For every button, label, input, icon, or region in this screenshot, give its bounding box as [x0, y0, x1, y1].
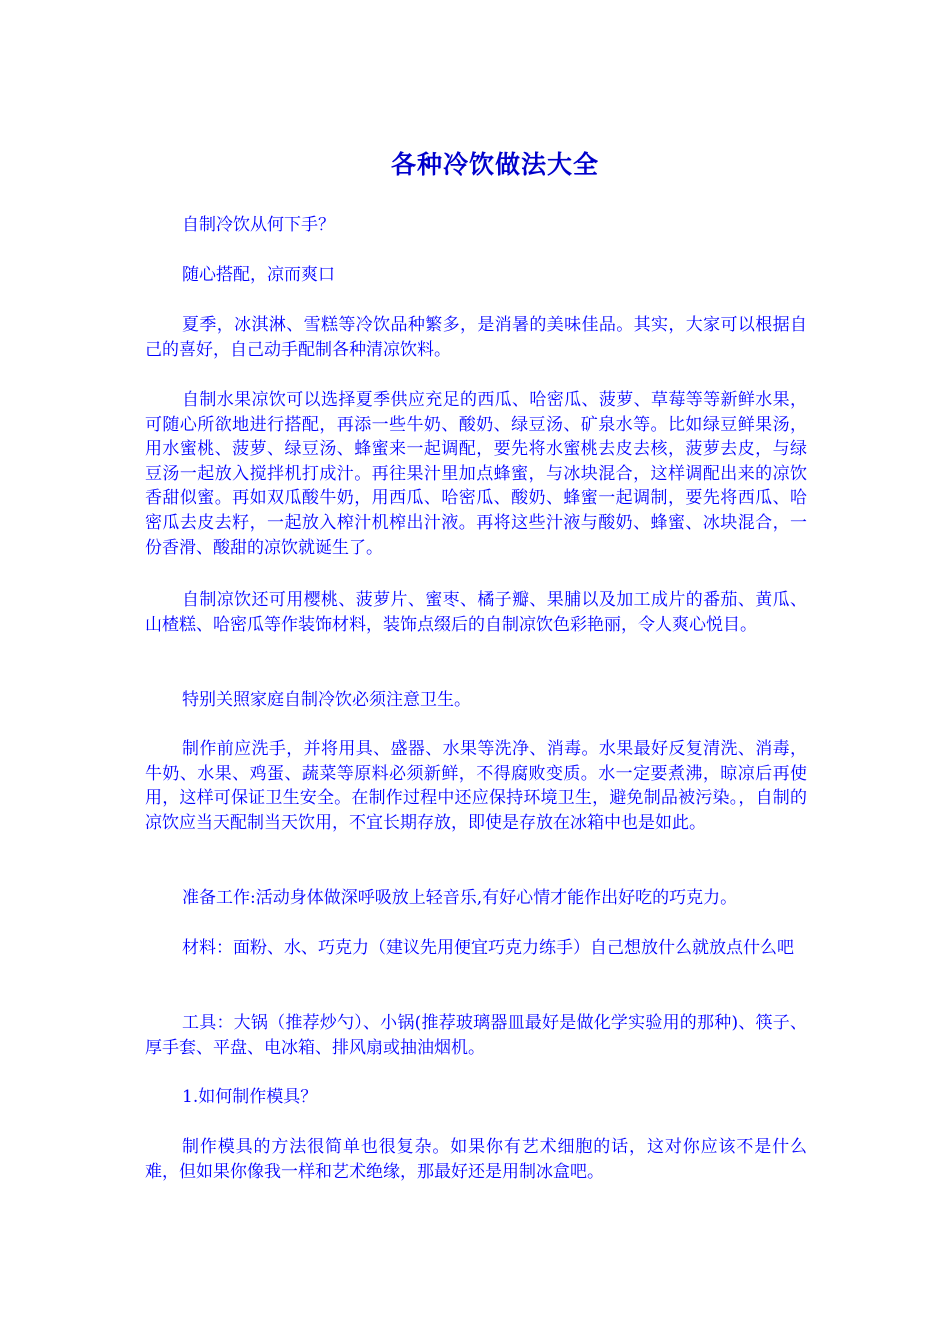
paragraph-9: 材料：面粉、水、巧克力（建议先用便宜巧克力练手）自己想放什么就放点什么吧: [182, 938, 794, 958]
paragraph-6: 特别关照家庭自制冷饮必须注意卫生。: [182, 690, 471, 710]
paragraph-8: 准备工作:活动身体做深呼吸放上轻音乐,有好心情才能作出好吃的巧克力。: [182, 888, 738, 908]
paragraph-7: 制作前应洗手，并将用具、盛器、水果等洗净、消毒。水果最好反复清洗、消毒，牛奶、水果、鸡蛋、蔬菜等原料必须新鲜，不得腐败变质。水一定要煮沸，晾凉后再使用，这样可保证卫生安全。在制作过程中还应保持环境卫生，避免制品被污染。，自制的凉饮应当天配制当天饮用，不宜长期存放，即使是存放在冰箱中也是如此。: [145, 739, 807, 833]
paragraph-5: 自制凉饮还可用樱桃、菠萝片、蜜枣、橘子瓣、果脯以及加工成片的番茄、黄瓜、山楂糕、哈密瓜等作装饰材料，装饰点缀后的自制凉饮色彩艳丽，令人爽心悦目。: [145, 590, 807, 635]
document-title: 各种冷饮做法大全: [390, 150, 599, 179]
paragraph-12: 制作模具的方法很简单也很复杂。如果你有艺术细胞的话，这对你应该不是什么难，但如果你像我一样和艺术绝缘，那最好还是用制冰盒吧。: [145, 1137, 807, 1182]
paragraph-1: 自制冷饮从何下手？: [182, 215, 335, 235]
paragraph-3: 夏季，冰淇淋、雪糕等冷饮品种繁多，是消暑的美味佳品。其实，大家可以根据自己的喜好，自己动手配制各种清凉饮料。: [145, 315, 807, 360]
paragraph-4: 自制水果凉饮可以选择夏季供应充足的西瓜、哈密瓜、菠萝、草莓等等新鲜水果，可随心所欲地进行搭配，再添一些牛奶、酸奶、绿豆汤、矿泉水等。比如绿豆鲜果汤，用水蜜桃、菠萝、绿豆汤、蜂蜜来一起调配，要先将水蜜桃去皮去核，菠萝去皮，与绿豆汤一起放入搅拌机打成汁。再往果汁里加点蜂蜜，与冰块混合，这样调配出来的凉饮香甜似蜜。再如双瓜酸牛奶，用西瓜、哈密瓜、酸奶、蜂蜜一起调制，要先将西瓜、哈密瓜去皮去籽，一起放入榨汁机榨出汁液。再将这些汁液与酸奶、蜂蜜、冰块混合，一份香滑、酸甜的凉饮就诞生了。: [145, 390, 807, 558]
paragraph-10: 工具：大锅（推荐炒勺）、小锅(推荐玻璃器皿最好是做化学实验用的那种)、筷子、厚手套、平盘、电冰箱、排风扇或抽油烟机。: [145, 1013, 807, 1058]
paragraph-11: 1.如何制作模具？: [182, 1087, 318, 1107]
paragraph-2: 随心搭配，凉而爽口: [182, 265, 335, 285]
